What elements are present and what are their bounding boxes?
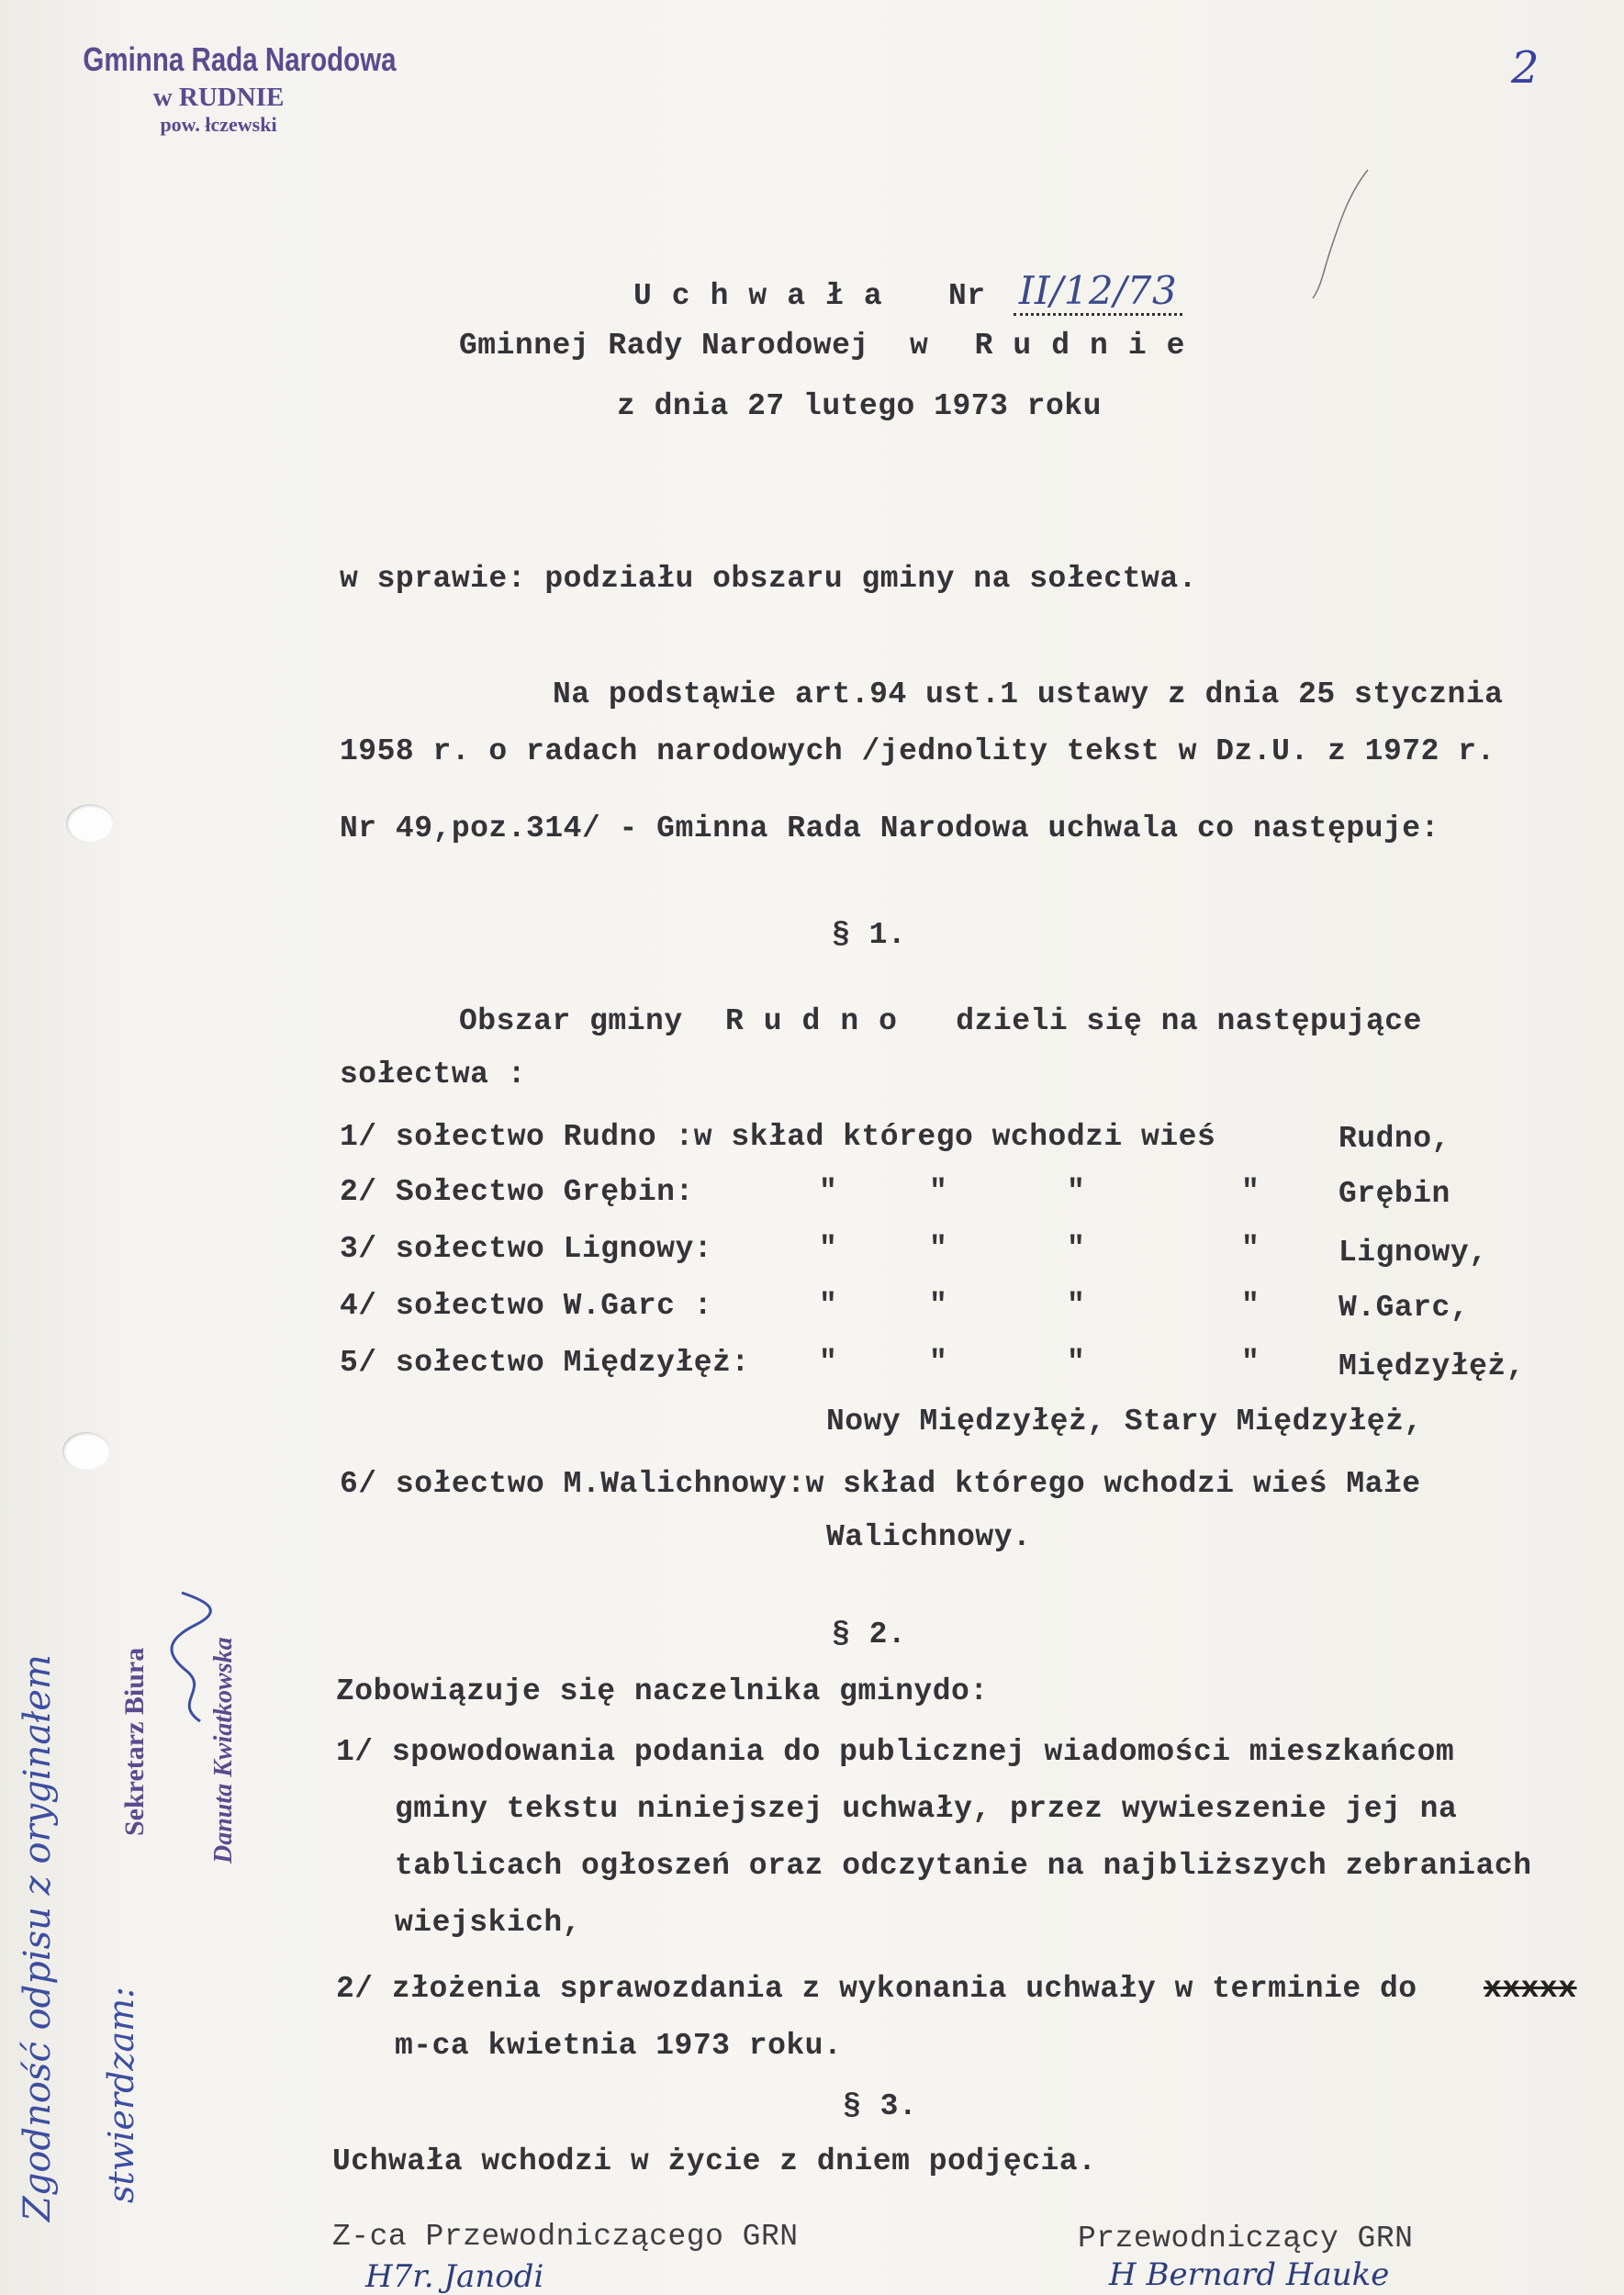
stamp-line-2: w RUDNIE (152, 83, 285, 112)
section-2-p2-line-2: m-ca kwietnia 1973 roku. (395, 2029, 843, 2063)
section-2-p1-line-3: tablicach ogłoszeń oraz odczytanie na najbliższych zebraniach (395, 1849, 1532, 1883)
signature-left-name: H7r. Janodi (365, 2258, 544, 2295)
item-2-ditto-3: " (1067, 1175, 1086, 1209)
resolution-title (633, 268, 1182, 313)
margin-certification-handwritten: Zgodność odpisu z oryginałem (17, 1654, 59, 2222)
signature-left-title: Z-ca Przewodniczącego GRN (332, 2220, 799, 2254)
preamble-line-1: Na podstąwie art.94 ust.1 ustawy z dnia 25 stycznia (553, 677, 1504, 711)
signature-right-name: H Bernard Hauke (1109, 2256, 1390, 2293)
margin-stamp-name: Danuta Kwiatkowska (209, 1637, 238, 1864)
section-2-p1-line-4: wiejskich, (395, 1906, 582, 1940)
section-1-intro (459, 1004, 1422, 1038)
item-3-ditto-3: " (1067, 1232, 1086, 1266)
item-2-ditto-4: " (1241, 1175, 1260, 1209)
item-4-ditto-3: " (1067, 1289, 1086, 1323)
item-2-ditto-1: " (819, 1175, 838, 1209)
council-name: Gminnej Rady Narodowej (459, 329, 869, 363)
punch-hole-top (66, 804, 114, 843)
intro-c: dzieli się na następujące (956, 1004, 1422, 1038)
item-2-ditto-2: " (929, 1175, 948, 1209)
item-6-label: 6/ sołectwo M.Walichnowy:w skład którego wchodzi wieś Małe (340, 1467, 1421, 1501)
stamp-line-1: Gminna Rada Narodowa (83, 40, 397, 78)
item-2-label: 2/ Sołectwo Grębin: (340, 1175, 694, 1209)
intro-a: Obszar gminy (459, 1004, 683, 1038)
item-5-ditto-4: " (1241, 1346, 1260, 1380)
nr-value: II/12/73 (1014, 268, 1182, 316)
signature-right-title: Przewodniczący GRN (1078, 2222, 1414, 2256)
pencil-mark (1304, 165, 1377, 303)
intro-b: Rudno (724, 1004, 917, 1038)
preamble-line-3: Nr 49,poz.314/ - Gminna Rada Narodowa uchwala co następuje: (340, 812, 1439, 845)
section-1-intro-cont: sołectwa : (340, 1058, 527, 1092)
section-2-p2-line-1: 2/ złożenia sprawozdania z wykonania uchwały w terminie do (336, 1972, 1417, 2006)
item-5-ditto-3: " (1067, 1346, 1086, 1380)
section-2-p1-line-2: gminy tekstu niniejszej uchwały, przez wywieszenie jej na (395, 1792, 1458, 1826)
section-2-heading: § 2. (832, 1618, 907, 1651)
stamp-line-3: pow. łczewski (160, 113, 277, 136)
item-4-ditto-4: " (1241, 1289, 1260, 1323)
margin-certification-handwritten-2: stwierdzam: (101, 1987, 141, 2203)
section-2-p1-line-1: 1/ spowodowania podania do publicznej wiadomości mieszkańcom (336, 1735, 1455, 1769)
item-4-ditto-2: " (929, 1289, 948, 1323)
item-3-label: 3/ sołectwo Lignowy: (340, 1232, 713, 1266)
section-3-heading: § 3. (843, 2089, 918, 2123)
item-3-ditto-4: " (1241, 1232, 1260, 1266)
item-1-villages: Rudno, (1338, 1122, 1450, 1156)
item-3-ditto-1: " (819, 1232, 838, 1266)
item-2-villages: Grębin (1338, 1177, 1450, 1211)
item-4-label: 4/ sołectwo W.Garc : (340, 1289, 713, 1323)
section-2-intro: Zobowiązuje się naczelnika gminydo: (336, 1674, 989, 1708)
resolution-date: z dnia 27 lutego 1973 roku (617, 389, 1102, 423)
council-name-line (459, 329, 1204, 363)
section-3-text: Uchwała wchodzi w życie z dniem podjęcia. (332, 2144, 1097, 2178)
item-5-ditto-2: " (929, 1346, 948, 1380)
title-word: Uchwała (633, 279, 902, 313)
item-5-villages: Międzyłęż, (1338, 1349, 1526, 1383)
punch-hole-bottom (62, 1432, 110, 1471)
item-6-cont: Walichnowy. (826, 1520, 1032, 1554)
item-5-label: 5/ sołectwo Międzyłęż: (340, 1346, 750, 1380)
item-5-villages-cont: Nowy Międzyłęż, Stary Międzyłęż, (826, 1405, 1423, 1439)
item-3-ditto-2: " (929, 1232, 948, 1266)
preamble-line-2: 1958 r. o radach narodowych /jednolity tekst w Dz.U. z 1972 r. (340, 734, 1495, 768)
item-1-label: 1/ sołectwo Rudno :w skład którego wchodzi wieś (340, 1120, 1216, 1154)
item-4-villages: W.Garc, (1338, 1291, 1470, 1325)
item-3-villages: Lignowy, (1338, 1236, 1488, 1270)
nr-label: Nr (947, 279, 986, 313)
section-2-p2-strike: xxxxx (1484, 1972, 1577, 2006)
item-5-ditto-1: " (819, 1346, 838, 1380)
item-4-ditto-1: " (819, 1289, 838, 1323)
council-place: Rudnie (974, 329, 1205, 363)
subject-line: w sprawie: podziału obszaru gminy na sołectwa. (340, 562, 1197, 596)
council-in: w (909, 329, 929, 363)
office-stamp (53, 40, 397, 137)
margin-stamp-role: Sekretarz Biura (119, 1647, 150, 1836)
section-1-heading: § 1. (832, 918, 907, 952)
page-number: 2 (1511, 42, 1540, 94)
